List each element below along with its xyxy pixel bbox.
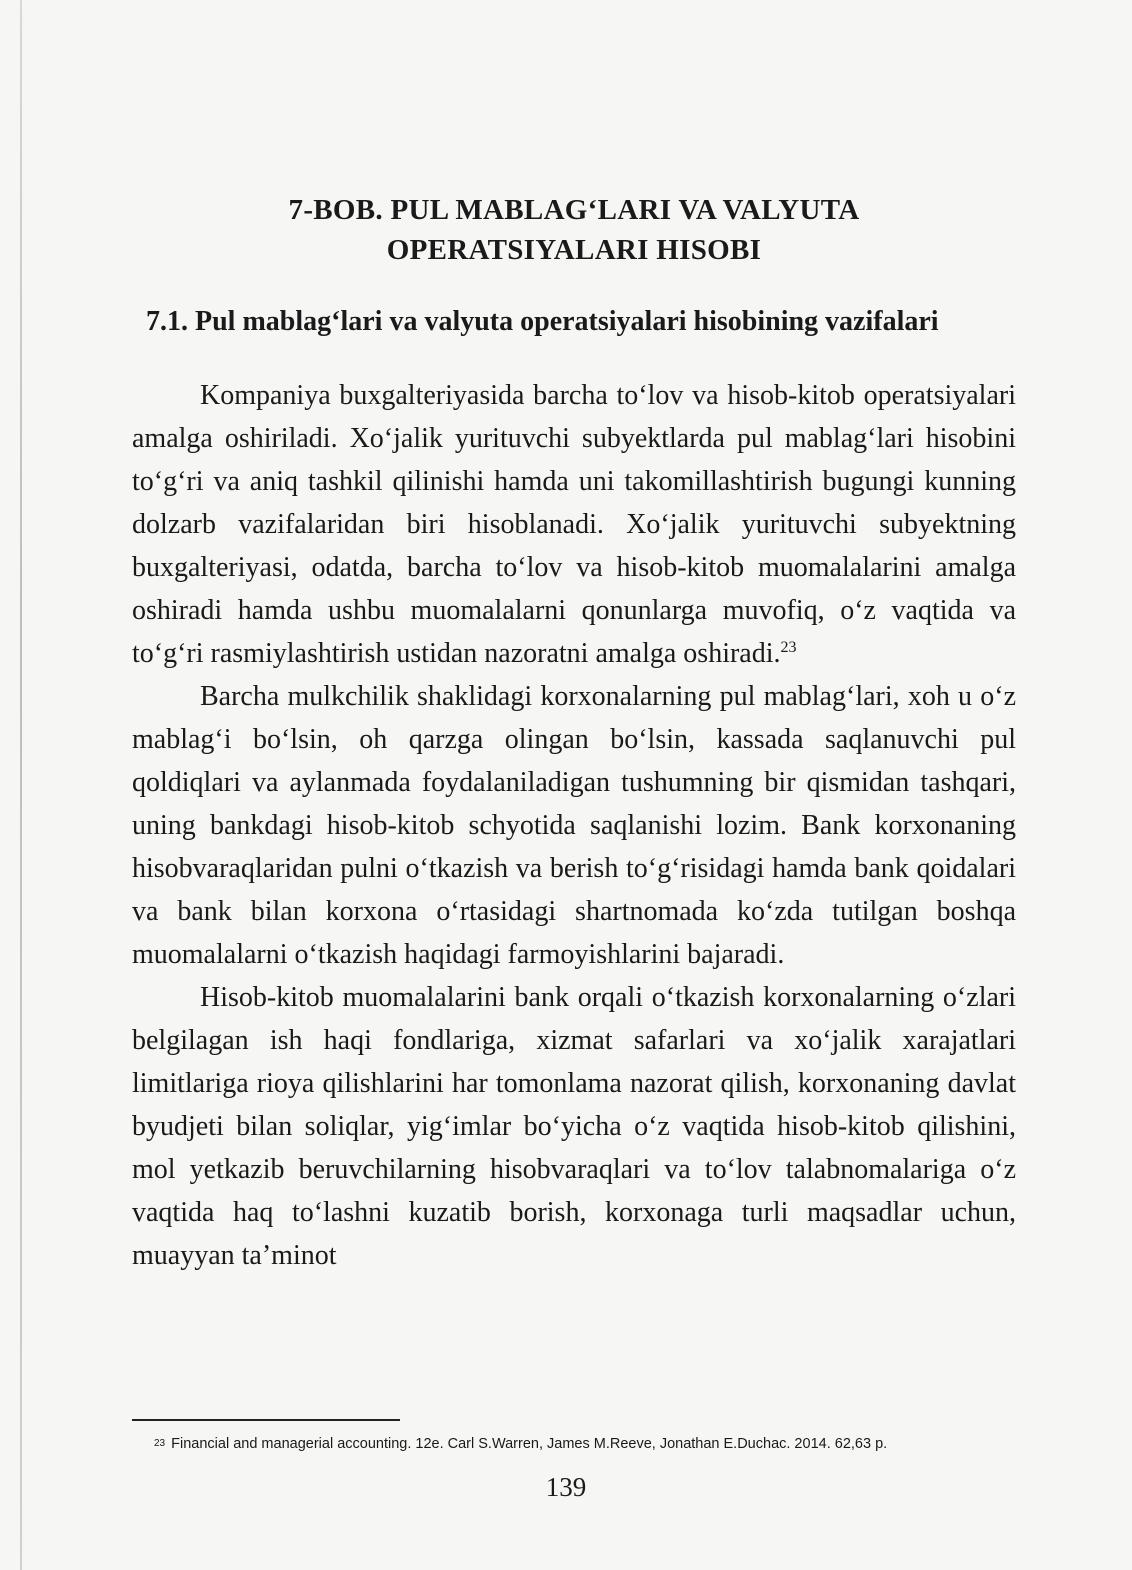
paragraph-1-text: Kompaniya buxgalteriyasida barcha to‘lov va hisob-kitob operatsiyalari amalga oshiriladi. Xo‘jalik yurituvchi subyektlarda pul mablag‘lari hisobini to‘g‘ri va aniq tashkil qilinishi hamda uni takomillashtirish bugungi kunning dolzarb vazifalaridan biri hisoblanadi. Xo‘jalik yurituvchi subyektning buxgalteriyasi, odatda, barcha to‘lov va hisob-kitob muomalalarini amalga oshiradi hamda ushbu muomalalarni qonunlarga muvofiq, o‘z vaqtida va to‘g‘ri rasmiylashtirish ustidan nazoratni amalga oshiradi. (132, 380, 1016, 669)
chapter-title-line-2: OPERATSIYALARI HISOBI (386, 234, 762, 266)
page-body (132, 190, 1016, 1277)
paragraph-1 (132, 374, 1016, 675)
footnote (154, 1434, 1054, 1454)
scan-edge (20, 0, 22, 1570)
section-title: 7.1. Pul mablag‘lari va valyuta operatsiyalari hisobining vazifalari (146, 306, 939, 337)
footnote-reference[interactable]: 23 (780, 639, 797, 656)
paragraph-2: Barcha mulkchilik shaklidagi korxonalarning pul mablag‘lari, xoh u o‘z mablag‘i bo‘lsin, oh qarzga olingan bo‘lsin, kassada saqlanuvchi pul qoldiqlari va aylanmada foydalaniladigan tushumning bir qismidan tashqari, uning bankdagi hisob-kitob schyotida saqlanishi lozim. Bank korxonaning hisobvaraqlaridan pulni o‘tkazish va berish to‘g‘risidagi hamda bank qoidalari va bank bilan korxona o‘rtasidagi shartnomada ko‘zda tutilgan boshqa muomalalarni o‘tkazish haqidagi farmoyishlarini bajaradi. (132, 681, 1016, 970)
page-number: 139 (545, 1472, 587, 1502)
chapter-title (132, 190, 1016, 270)
footnote-number: 23 (154, 1438, 166, 1449)
paragraph-3: Hisob-kitob muomalalarini bank orqali o‘tkazish korxonalarning o‘zlari belgilagan ish haqi fondlariga, xizmat safarlari va xo‘jalik xarajatlari limitlariga rioya qilishlarini har tomonlama nazorat qilish, korxonaning davlat byudjeti bilan soliqlar, yig‘imlar bo‘yicha o‘z vaqtida hisob-kitob qilishini, mol yetkazib beruvchilarning hisobvaraqlari va to‘lov talabnomalariga o‘z vaqtida haq to‘lashni kuzatib borish, korxonaga turli maqsadlar uchun, muayyan ta’minot (132, 982, 1016, 1271)
footnote-divider (132, 1419, 400, 1421)
chapter-title-line-1: 7-BOB. PUL MABLAG‘LARI VA VALYUTA (288, 194, 860, 226)
footnote-text: Financial and managerial accounting. 12e. Carl S.Warren, James M.Reeve, Jonathan E.Duchac. 2014. 62,63 p. (171, 1436, 888, 1452)
